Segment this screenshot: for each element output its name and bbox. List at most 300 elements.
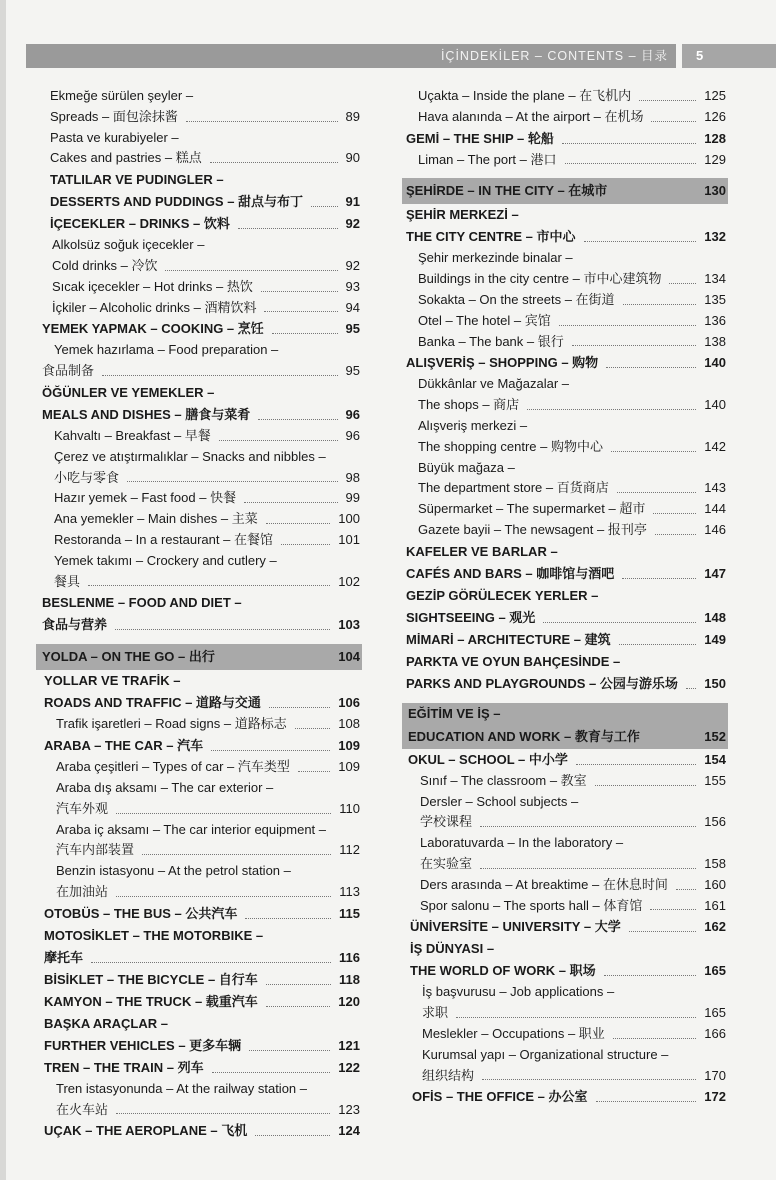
toc-section-row (402, 703, 728, 725)
toc-page-number: 154 (704, 751, 726, 767)
toc-leader-dots (604, 975, 696, 976)
toc-entry-row (402, 478, 728, 499)
toc-entry-row (36, 468, 362, 489)
toc-entry-title: PARKTA VE OYUN BAHÇESİNDE – (406, 653, 621, 669)
toc-leader-dots (669, 283, 696, 284)
toc-section-row (402, 725, 728, 749)
toc-entry-title: ÖĞÜNLER VE YEMEKLER – (42, 384, 215, 400)
toc-leader-dots (238, 228, 338, 229)
toc-page-number: 143 (704, 480, 726, 496)
toc-page-number: 123 (338, 1101, 360, 1117)
toc-leader-dots (676, 889, 696, 890)
toc-entry-row (36, 1100, 362, 1121)
toc-leader-dots (210, 162, 338, 163)
toc-page-number: 122 (338, 1059, 360, 1075)
toc-entry-row (402, 395, 728, 416)
toc-heading-row (36, 213, 362, 235)
toc-heading-row (36, 1057, 362, 1079)
toc-entry-row (402, 1024, 728, 1045)
toc-entry-title: Araba iç aksamı – The car interior equipment – (56, 821, 327, 837)
toc-left-column (36, 86, 362, 1142)
toc-entry-row (36, 1079, 362, 1100)
toc-page-number: 108 (338, 716, 360, 732)
toc-leader-dots (576, 764, 696, 765)
toc-entry-row (402, 1003, 728, 1024)
toc-entry-title: İş başvurusu – Job applications – (422, 984, 615, 1000)
toc-heading-row (402, 226, 728, 248)
toc-heading-row (36, 735, 362, 757)
toc-page-number: 148 (704, 609, 726, 625)
toc-leader-dots (480, 826, 696, 827)
toc-entry-row (402, 290, 728, 311)
toc-entry-row (402, 875, 728, 896)
toc-entry-title: ALIŞVERİŞ – SHOPPING – 购物 (406, 355, 599, 371)
toc-entry-title: Süpermarket – The supermarket – 超市 (418, 501, 646, 517)
toc-entry-row (36, 509, 362, 530)
toc-page-number: 118 (339, 971, 360, 987)
toc-page-number: 135 (704, 291, 726, 307)
toc-page-number: 110 (339, 800, 360, 816)
toc-page-number: 158 (704, 855, 726, 871)
toc-page-number: 90 (345, 150, 360, 166)
toc-entry-title: THE WORLD OF WORK – 职场 (410, 963, 596, 979)
toc-entry-title: Banka – The bank – 银行 (418, 333, 564, 349)
toc-entry-title: İŞ DÜNYASI – (410, 941, 495, 957)
toc-heading-row (36, 382, 362, 404)
toc-page-number: 170 (704, 1067, 726, 1083)
toc-entry-title: Gazete bayii – The newsagent – 报刊亭 (418, 521, 647, 537)
toc-heading-row (402, 673, 728, 695)
toc-entry-row (36, 572, 362, 593)
toc-heading-row (36, 1120, 362, 1142)
toc-leader-dots (142, 854, 331, 855)
toc-heading-row (402, 1086, 728, 1108)
toc-entry-title: Dersler – School subjects – (420, 793, 579, 809)
toc-leader-dots (88, 585, 330, 586)
toc-entry-title: Büyük mağaza – (418, 459, 515, 475)
toc-entry-row (402, 1066, 728, 1087)
toc-entry-row (402, 374, 728, 395)
toc-entry-title: Kurumsal yapı – Organizational structure – (422, 1046, 669, 1062)
toc-heading-row (402, 629, 728, 651)
toc-heading-row (36, 592, 362, 614)
toc-entry-row (36, 107, 362, 128)
toc-page-number: 165 (704, 963, 726, 979)
toc-entry-row (36, 799, 362, 820)
toc-entry-row (36, 148, 362, 169)
toc-page-number: 140 (704, 355, 726, 371)
toc-entry-title: Hava alanında – At the airport – 在机场 (418, 108, 644, 124)
toc-entry-title: Benzin istasyonu – At the petrol station – (56, 863, 291, 879)
toc-entry-row (402, 86, 728, 107)
toc-leader-dots (211, 750, 330, 751)
toc-entry-title: OFİS – THE OFFICE – 办公室 (412, 1089, 588, 1105)
toc-leader-dots (261, 291, 338, 292)
toc-leader-dots (116, 813, 331, 814)
toc-heading-row (402, 352, 728, 374)
toc-entry-row (36, 426, 362, 447)
toc-entry-row (36, 861, 362, 882)
toc-entry-title: 小吃与零食 (54, 469, 120, 485)
toc-entry-title: 食品与营养 (42, 617, 108, 633)
toc-entry-title: Buildings in the city centre – 市中心建筑物 (418, 271, 662, 287)
toc-entry-row (36, 86, 362, 107)
toc-leader-dots (482, 1079, 696, 1080)
toc-entry-row (36, 488, 362, 509)
toc-entry-title: FURTHER VEHICLES – 更多车辆 (44, 1037, 242, 1053)
toc-page-number: 149 (704, 631, 726, 647)
toc-entry-title: Hazır yemek – Fast food – 快餐 (54, 490, 237, 506)
toc-entry-title: Cakes and pastries – 糕点 (50, 150, 202, 166)
toc-entry-title: Pasta ve kurabiyeler – (50, 129, 179, 145)
toc-entry-title: Tren istasyonunda – At the railway station – (56, 1080, 307, 1096)
toc-entry-row (36, 256, 362, 277)
toc-heading-row (36, 614, 362, 636)
page-number-box (682, 44, 776, 68)
toc-leader-dots (115, 629, 330, 630)
toc-leader-dots (651, 121, 696, 122)
toc-leader-dots (186, 121, 338, 122)
toc-leader-dots (272, 333, 338, 334)
header-bar (26, 44, 676, 68)
toc-entry-row (36, 298, 362, 319)
toc-entry-title: Trafik işaretleri – Road signs – 道路标志 (56, 716, 287, 732)
toc-entry-title: Liman – The port – 港口 (418, 151, 557, 167)
toc-entry-row (36, 361, 362, 382)
toc-entry-title: The shops – 商店 (418, 397, 520, 413)
toc-entry-title: 在实验室 (420, 855, 473, 871)
toc-page-number: 94 (345, 299, 360, 315)
toc-entry-title: EĞİTİM VE İŞ – (408, 705, 501, 721)
toc-page-number: 113 (339, 883, 360, 899)
toc-entry-title: Araba çeşitleri – Types of car – 汽车类型 (56, 759, 290, 775)
toc-entry-row (402, 854, 728, 875)
toc-page-number: 124 (338, 1123, 360, 1139)
toc-leader-dots (266, 984, 331, 985)
toc-leader-dots (127, 481, 338, 482)
toc-entry-row (36, 778, 362, 799)
toc-entry-title: Sokakta – On the streets – 在街道 (418, 291, 615, 307)
toc-entry-row (402, 311, 728, 332)
toc-entry-title: ROADS AND TRAFFIC – 道路与交通 (44, 695, 261, 711)
toc-heading-row (36, 191, 362, 213)
toc-leader-dots (617, 492, 696, 493)
toc-heading-row (36, 991, 362, 1013)
toc-leader-dots (244, 502, 338, 503)
toc-entry-title: 食品制备 (42, 363, 95, 379)
toc-page-number: 121 (338, 1037, 360, 1053)
toc-entry-row (402, 896, 728, 917)
toc-leader-dots (311, 206, 338, 207)
toc-entry-title: Cold drinks – 冷饮 (52, 257, 158, 273)
toc-entry-title: KAMYON – THE TRUCK – 载重汽车 (44, 993, 258, 1009)
page-number: 5 (696, 48, 704, 63)
toc-entry-title: BESLENME – FOOD AND DIET – (42, 595, 242, 611)
toc-page-number: 166 (704, 1025, 726, 1041)
toc-page-number: 99 (345, 490, 360, 506)
toc-heading-row (36, 969, 362, 991)
toc-leader-dots (639, 100, 696, 101)
toc-entry-title: EDUCATION AND WORK – 教育与工作 (408, 728, 640, 744)
toc-heading-row (402, 563, 728, 585)
toc-leader-dots (655, 534, 696, 535)
toc-page-number: 95 (345, 321, 360, 337)
toc-entry-title: ŞEHİRDE – IN THE CITY – 在城市 (406, 183, 608, 199)
toc-entry-row (402, 982, 728, 1003)
toc-entry-title: MOTOSİKLET – THE MOTORBIKE – (44, 927, 264, 943)
toc-page-number: 162 (704, 919, 726, 935)
section-gap (402, 695, 728, 703)
toc-page-number: 130 (704, 183, 726, 199)
toc-entry-title: YOLLAR VE TRAFİK – (44, 673, 181, 689)
toc-entry-row (402, 332, 728, 353)
toc-entry-title: GEMİ – THE SHIP – 轮船 (406, 130, 554, 146)
toc-entry-title: Restoranda – In a restaurant – 在餐馆 (54, 531, 273, 547)
toc-heading-row (402, 204, 728, 226)
toc-leader-dots (456, 1017, 696, 1018)
toc-leader-dots (116, 896, 331, 897)
toc-entry-title: Çerez ve atıştırmalıklar – Snacks and nibbles – (54, 448, 326, 464)
toc-entry-title: ÜNİVERSİTE – UNIVERSITY – 大学 (410, 919, 621, 935)
toc-entry-title: Ders arasında – At breaktime – 在休息时间 (420, 876, 668, 892)
toc-entry-title: İÇECEKLER – DRINKS – 饮料 (50, 216, 230, 232)
toc-entry-row (402, 812, 728, 833)
toc-entry-title: MEALS AND DISHES – 膳食与菜肴 (42, 406, 251, 422)
toc-entry-row (402, 269, 728, 290)
toc-leader-dots (619, 644, 696, 645)
toc-page-number: 93 (345, 278, 360, 294)
toc-entry-row (402, 248, 728, 269)
toc-page-number: 155 (704, 772, 726, 788)
toc-entry-row (36, 551, 362, 572)
toc-page-number: 156 (704, 814, 726, 830)
toc-entry-row (402, 107, 728, 128)
toc-right-column (402, 86, 728, 1108)
toc-leader-dots (258, 419, 338, 420)
toc-entry-row (402, 520, 728, 541)
toc-entry-title: Uçakta – Inside the plane – 在飞机内 (418, 88, 632, 103)
toc-heading-row (36, 318, 362, 340)
toc-leader-dots (298, 771, 330, 772)
toc-page-number: 140 (704, 397, 726, 413)
toc-page-number: 102 (338, 573, 360, 589)
toc-leader-dots (596, 1101, 696, 1102)
toc-entry-row (36, 757, 362, 778)
toc-page-number: 125 (704, 88, 726, 103)
toc-leader-dots (212, 1072, 330, 1073)
toc-entry-row (36, 714, 362, 735)
toc-leader-dots (629, 931, 696, 932)
toc-entry-row (402, 833, 728, 854)
toc-leader-dots (165, 270, 338, 271)
toc-page-number: 138 (704, 333, 726, 349)
toc-leader-dots (611, 451, 696, 452)
toc-section-row (36, 644, 362, 670)
toc-page-number: 104 (338, 649, 360, 665)
toc-page-number: 101 (338, 531, 360, 547)
toc-entry-title: Araba dış aksamı – The car exterior – (56, 779, 274, 795)
toc-page-number: 91 (345, 194, 360, 210)
toc-entry-title: YOLDA – ON THE GO – 出行 (42, 649, 215, 665)
toc-leader-dots (116, 1113, 330, 1114)
toc-page-number: 126 (704, 108, 726, 124)
toc-entry-title: Spreads – 面包涂抹酱 (50, 108, 178, 124)
toc-entry-row (402, 792, 728, 813)
toc-leader-dots (249, 1050, 330, 1051)
toc-section-row (402, 178, 728, 204)
toc-page-number: 132 (704, 229, 726, 245)
toc-heading-row (402, 960, 728, 982)
toc-page-number: 150 (704, 675, 726, 691)
toc-page-number: 103 (338, 617, 360, 633)
toc-page-number: 115 (339, 905, 360, 921)
toc-entry-title: 求职 (422, 1005, 449, 1021)
toc-page-number: 128 (704, 130, 726, 146)
toc-entry-title: CAFÉS AND BARS – 咖啡馆与酒吧 (406, 565, 615, 581)
toc-page-number: 152 (704, 728, 726, 744)
toc-entry-title: KAFELER VE BARLAR – (406, 543, 558, 559)
toc-page-number: 98 (345, 469, 360, 485)
toc-entry-row (36, 447, 362, 468)
toc-heading-row (36, 692, 362, 714)
toc-entry-title: 在加油站 (56, 883, 109, 899)
toc-entry-title: İçkiler – Alcoholic drinks – 酒精饮料 (52, 299, 257, 315)
toc-entry-title: TREN – THE TRAIN – 列车 (44, 1059, 204, 1075)
toc-leader-dots (269, 707, 330, 708)
toc-page-number: 142 (704, 438, 726, 454)
toc-leader-dots (562, 143, 696, 144)
toc-page-number: 160 (704, 876, 726, 892)
toc-entry-title: PARKS AND PLAYGROUNDS – 公园与游乐场 (406, 675, 678, 691)
toc-entry-row (402, 499, 728, 520)
toc-page-number: 95 (345, 363, 360, 379)
toc-leader-dots (606, 367, 696, 368)
toc-leader-dots (584, 241, 696, 242)
toc-entry-title: Yemek hazırlama – Food preparation – (54, 342, 279, 358)
toc-entry-title: 学校课程 (420, 814, 473, 830)
toc-leader-dots (255, 1135, 330, 1136)
section-gap (402, 170, 728, 178)
toc-entry-title: ARABA – THE CAR – 汽车 (44, 738, 204, 754)
toc-page-number: 120 (338, 993, 360, 1009)
toc-page-number: 134 (704, 271, 726, 287)
toc-entry-title: The department store – 百货商店 (418, 480, 609, 496)
toc-entry-row (36, 235, 362, 256)
toc-leader-dots (266, 523, 330, 524)
section-gap (36, 636, 362, 644)
toc-entry-row (36, 530, 362, 551)
toc-heading-row (36, 903, 362, 925)
toc-entry-title: Dükkânlar ve Mağazalar – (418, 376, 570, 392)
toc-entry-title: THE CITY CENTRE – 市中心 (406, 229, 576, 245)
toc-heading-row (36, 169, 362, 191)
toc-leader-dots (245, 918, 331, 919)
toc-leader-dots (543, 622, 696, 623)
toc-heading-row (36, 670, 362, 692)
toc-entry-title: MİMARİ – ARCHITECTURE – 建筑 (406, 631, 611, 647)
toc-page-number: 165 (704, 1005, 726, 1021)
toc-heading-row (36, 947, 362, 969)
toc-entry-title: Spor salonu – The sports hall – 体育馆 (420, 897, 643, 913)
toc-entry-title: TATLILAR VE PUDINGLER – (50, 172, 224, 188)
toc-entry-title: OKUL – SCHOOL – 中小学 (408, 751, 568, 767)
toc-entry-title: GEZİP GÖRÜLECEK YERLER – (406, 587, 599, 603)
toc-heading-row (402, 938, 728, 960)
toc-entry-title: YEMEK YAPMAK – COOKING – 烹饪 (42, 321, 264, 337)
toc-entry-row (402, 1045, 728, 1066)
toc-entry-row (402, 150, 728, 171)
toc-page-number: 96 (345, 427, 360, 443)
toc-entry-title: Meslekler – Occupations – 职业 (422, 1025, 605, 1041)
toc-entry-title: 汽车内部装置 (56, 842, 135, 858)
toc-entry-title: 组织结构 (422, 1067, 475, 1083)
toc-entry-title: Alkolsüz soğuk içecekler – (52, 237, 205, 253)
toc-entry-title: Kahvaltı – Breakfast – 早餐 (54, 427, 211, 443)
toc-page-number: 146 (704, 521, 726, 537)
toc-page-number: 100 (338, 511, 360, 527)
toc-entry-title: Şehir merkezinde binalar – (418, 250, 573, 266)
toc-entry-row (36, 882, 362, 903)
book-page (6, 0, 776, 1180)
toc-leader-dots (480, 868, 696, 869)
toc-page-number: 106 (338, 695, 360, 711)
toc-page-number: 112 (339, 842, 360, 858)
toc-leader-dots (102, 375, 338, 376)
toc-heading-row (36, 1035, 362, 1057)
toc-heading-row (402, 749, 728, 771)
toc-heading-row (402, 607, 728, 629)
toc-leader-dots (91, 962, 331, 963)
toc-entry-title: Laboratuvarda – In the laboratory – (420, 835, 624, 851)
toc-entry-title: Otel – The hotel – 宾馆 (418, 312, 551, 328)
toc-page-number: 109 (338, 738, 360, 754)
toc-entry-title: Alışveriş merkezi – (418, 417, 528, 433)
toc-entry-title: 在火车站 (56, 1101, 109, 1117)
toc-entry-title: Sıcak içecekler – Hot drinks – 热饮 (52, 278, 253, 294)
toc-page-number: 96 (345, 406, 360, 422)
toc-heading-row (402, 128, 728, 150)
toc-entry-title: OTOBÜS – THE BUS – 公共汽车 (44, 905, 238, 921)
toc-entry-row (402, 416, 728, 437)
toc-entry-row (402, 437, 728, 458)
toc-heading-row (36, 404, 362, 426)
toc-entry-row (36, 277, 362, 298)
toc-leader-dots (595, 785, 696, 786)
toc-entry-row (36, 840, 362, 861)
toc-leader-dots (295, 728, 330, 729)
toc-page-number: 136 (704, 312, 726, 328)
toc-page-number: 172 (704, 1089, 726, 1105)
toc-leader-dots (219, 440, 338, 441)
toc-leader-dots (650, 909, 696, 910)
toc-entry-title: Ekmeğe sürülen şeyler – (50, 88, 194, 103)
toc-heading-row (36, 1013, 362, 1035)
toc-page-number: 89 (345, 108, 360, 124)
toc-page-number: 161 (704, 897, 726, 913)
toc-heading-row (402, 916, 728, 938)
toc-entry-title: Ana yemekler – Main dishes – 主菜 (54, 511, 258, 527)
toc-entry-row (36, 340, 362, 361)
toc-entry-title: DESSERTS AND PUDDINGS – 甜点与布丁 (50, 194, 304, 210)
toc-entry-title: BİSİKLET – THE BICYCLE – 自行车 (44, 971, 258, 987)
toc-heading-row (36, 925, 362, 947)
header-title: İÇİNDEKİLER – CONTENTS – 目录 (440, 49, 668, 63)
toc-entry-title: 汽车外观 (56, 800, 109, 816)
toc-entry-title: ŞEHİR MERKEZİ – (406, 207, 519, 223)
toc-leader-dots (572, 345, 696, 346)
toc-leader-dots (623, 304, 696, 305)
toc-leader-dots (264, 311, 338, 312)
